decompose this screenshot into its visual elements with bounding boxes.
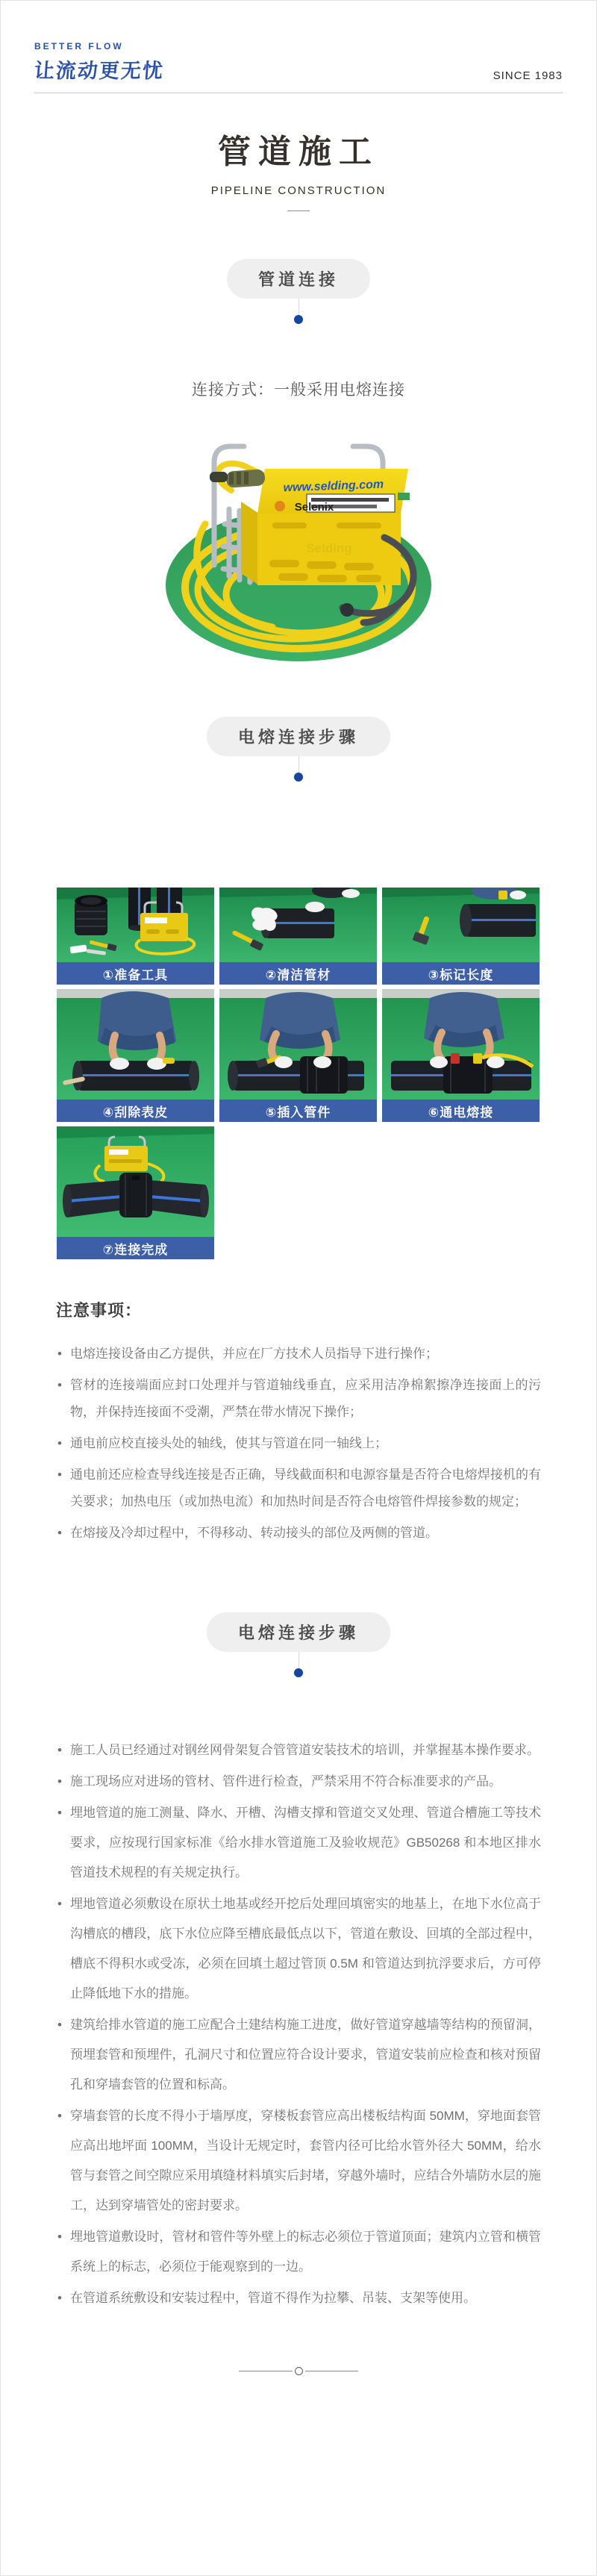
glove [487, 1056, 504, 1068]
machine-brand-label: Selenix [294, 501, 334, 514]
pipe-and-fitting [228, 1056, 364, 1094]
glove [110, 1058, 129, 1070]
step-caption: ③标记长度 [382, 962, 540, 985]
step3-photo-mark-length [382, 888, 540, 962]
brand-logo: 让流动更无忧 [33, 60, 165, 82]
electrofusion-machine-illustration [160, 427, 437, 666]
machine-website-label: www.selding.com [283, 478, 384, 495]
note-text: 通电前应校直接头处的轴线，使其与管道在同一轴线上； [70, 1436, 387, 1450]
guideline-text: 施工人员已经通过对钢丝网骨架复合管管道安装技术的培训，并掌握基本操作要求。 [70, 1743, 540, 1757]
step-card-7 [57, 1126, 214, 1259]
glove [275, 1056, 293, 1068]
hero [1, 125, 596, 211]
guideline-text: 建筑给排水管道的施工应配合土建结构施工进度，做好管道穿越墙等结构的预留洞，预埋套管和预埋件，孔洞尺寸和位置应符合设计要求，管道安装前应检查和核对预留孔和穿墙套管的位置和标高。 [70, 2018, 541, 2092]
guideline-item [56, 1889, 541, 2009]
note-item [56, 1341, 541, 1367]
note-text: 管材的连接端面应封口处理并与管道轴线垂直，应采用洁净棉絮擦净连接面上的污物，并保持连接面不受潮，严禁在带水情况下操作； [70, 1378, 541, 1419]
guideline-item [56, 2283, 541, 2313]
footer-circle-icon [295, 2367, 303, 2375]
step-caption: ⑦连接完成 [57, 1237, 214, 1259]
section-badge-fusion-steps [1, 717, 596, 782]
step6-photo-energize-weld [382, 989, 540, 1100]
pipe [72, 1061, 199, 1091]
note-item [56, 1430, 541, 1457]
step1-photo-prepare-tools [57, 888, 214, 962]
guideline-text: 在管道系统敷设和安装过程中，管道不得作为拉攀、吊装、支架等使用。 [70, 2291, 476, 2305]
power-connector [210, 469, 266, 488]
guideline-text: 穿墙套管的长度不得小于墙厚度，穿楼板套管应高出楼板结构面 50MM，穿地面套管应高出地坪面 100MM，当设计无规定时，套管内径可比给水管外径大 50MM，给水管与套管之间空隙应采用填缝材料填实后封堵，穿越外墙时，应结合外墙防水层的施工，达到穿墙管处的密封要求。 [70, 2109, 541, 2212]
pipe-and-fitting [391, 1056, 531, 1094]
badge-pill: 管道连接 [227, 259, 370, 299]
scraper [163, 1058, 175, 1064]
guideline-text: 施工现场应对进场的管材、管件进行检查，严禁采用不符合标准要求的产品。 [70, 1774, 501, 1788]
badge-dot [294, 315, 303, 324]
page-subtitle: PIPELINE CONSTRUCTION [210, 184, 387, 197]
glove [313, 1056, 331, 1068]
step-grid [57, 888, 540, 1259]
since-label: SINCE 1983 [493, 69, 563, 82]
step7-photo-connection-complete [57, 1126, 214, 1237]
note-item [56, 1372, 541, 1426]
step-card-5 [219, 989, 377, 1122]
connection-method-text: 连接方式：一般采用电熔连接 [192, 381, 405, 399]
guideline-item [56, 2222, 541, 2282]
notes-section [56, 1298, 541, 1547]
badge-dot [294, 1668, 303, 1677]
machine-photo [160, 427, 437, 666]
note-item [56, 1520, 541, 1547]
step4-photo-scrape-surface [57, 989, 214, 1100]
notes-heading: 注意事项： [56, 1301, 143, 1320]
footer-space [1, 2375, 596, 2420]
page-title: 管道施工 [218, 134, 379, 170]
step5-photo-insert-fitting [219, 989, 377, 1100]
glove [430, 1056, 448, 1068]
badge-stem [298, 299, 299, 315]
step-caption: ④刮除表皮 [57, 1100, 214, 1122]
note-text: 通电前还应检查导线连接是否正确，导线截面积和电源容量是否符合电熔焊接机的有关要求；加热电压（或加热电流）和加热时间是否符合电熔管件焊接参数的规定； [70, 1468, 541, 1509]
guideline-item [56, 1767, 541, 1797]
guideline-text: 埋地管道必须敷设在原状土地基或经开挖后处理回填密实的地基上，在地下水位高于沟槽底的槽段，底下水位应降至槽底最低点以下，管道在敷设、回填的全部过程中，槽底不得积水或受冻，必须在回填土超过管顶 0.5M 和管道达到抗浮要求后，方可停止降低地下水的措施。 [70, 1897, 541, 2000]
guideline-text: 埋地管道的施工测量、降水、开槽、沟槽支撑和管道交叉处理、管道合槽施工等技术要求，应按现行国家标准《给水排水管道施工及验收规范》GB50268 和本地区排水管道技术规程的有关规定执行。 [70, 1806, 541, 1880]
step-caption: ⑥通电熔接 [382, 1100, 540, 1122]
machine-body [241, 469, 410, 585]
guidelines-list [56, 1735, 541, 2313]
section-badge-fusion-steps-2 [1, 1612, 596, 1677]
step-card-1 [57, 888, 214, 985]
machine-emboss-label: Selding [306, 541, 352, 555]
guideline-item [56, 2101, 541, 2221]
step-card-6 [382, 989, 540, 1122]
step-caption: ⑤插入管件 [219, 1100, 377, 1122]
guideline-item [56, 1735, 541, 1765]
badge-dot [294, 773, 303, 782]
step-card-3 [382, 888, 540, 985]
badge-pill: 电熔连接步骤 [207, 717, 390, 756]
notes-list [56, 1341, 541, 1547]
white-cloth [251, 908, 278, 932]
note-text: 在熔接及冷却过程中，不得移动、转动接头的部位及两侧的管道。 [70, 1526, 438, 1540]
guidelines-section [56, 1735, 541, 2313]
footer-divider [239, 2367, 358, 2375]
badge-stem [298, 1652, 299, 1668]
section-badge-pipe-connection [1, 259, 596, 324]
title-divider [287, 210, 310, 211]
step-caption: ②清洁管材 [219, 962, 377, 985]
brand-tagline: BETTER FLOW [34, 41, 124, 52]
pipe [460, 904, 536, 937]
badge-stem [298, 756, 299, 773]
guideline-item [56, 2010, 541, 2100]
guideline-text: 埋地管道敷设时，管材和管件等外壁上的标志必须位于管道顶面；建筑内立管和横管系统上的标志，必须位于能观察到的一边。 [70, 2230, 541, 2274]
step2-photo-clean-pipe [219, 888, 377, 962]
guideline-item [56, 1798, 541, 1888]
step-caption: ①准备工具 [57, 962, 214, 985]
step-card-4 [57, 989, 214, 1122]
coupling-fitting [75, 895, 107, 935]
badge-pill: 电熔连接步骤 [207, 1612, 390, 1652]
header-inner [34, 41, 563, 93]
cable-connector-tip [340, 603, 354, 617]
note-text: 电熔连接设备由乙方提供，并应在厂方技术人员指导下进行操作； [70, 1347, 438, 1361]
glove [305, 902, 325, 912]
note-item [56, 1462, 541, 1515]
step-card-2 [219, 888, 377, 985]
header [1, 1, 596, 93]
